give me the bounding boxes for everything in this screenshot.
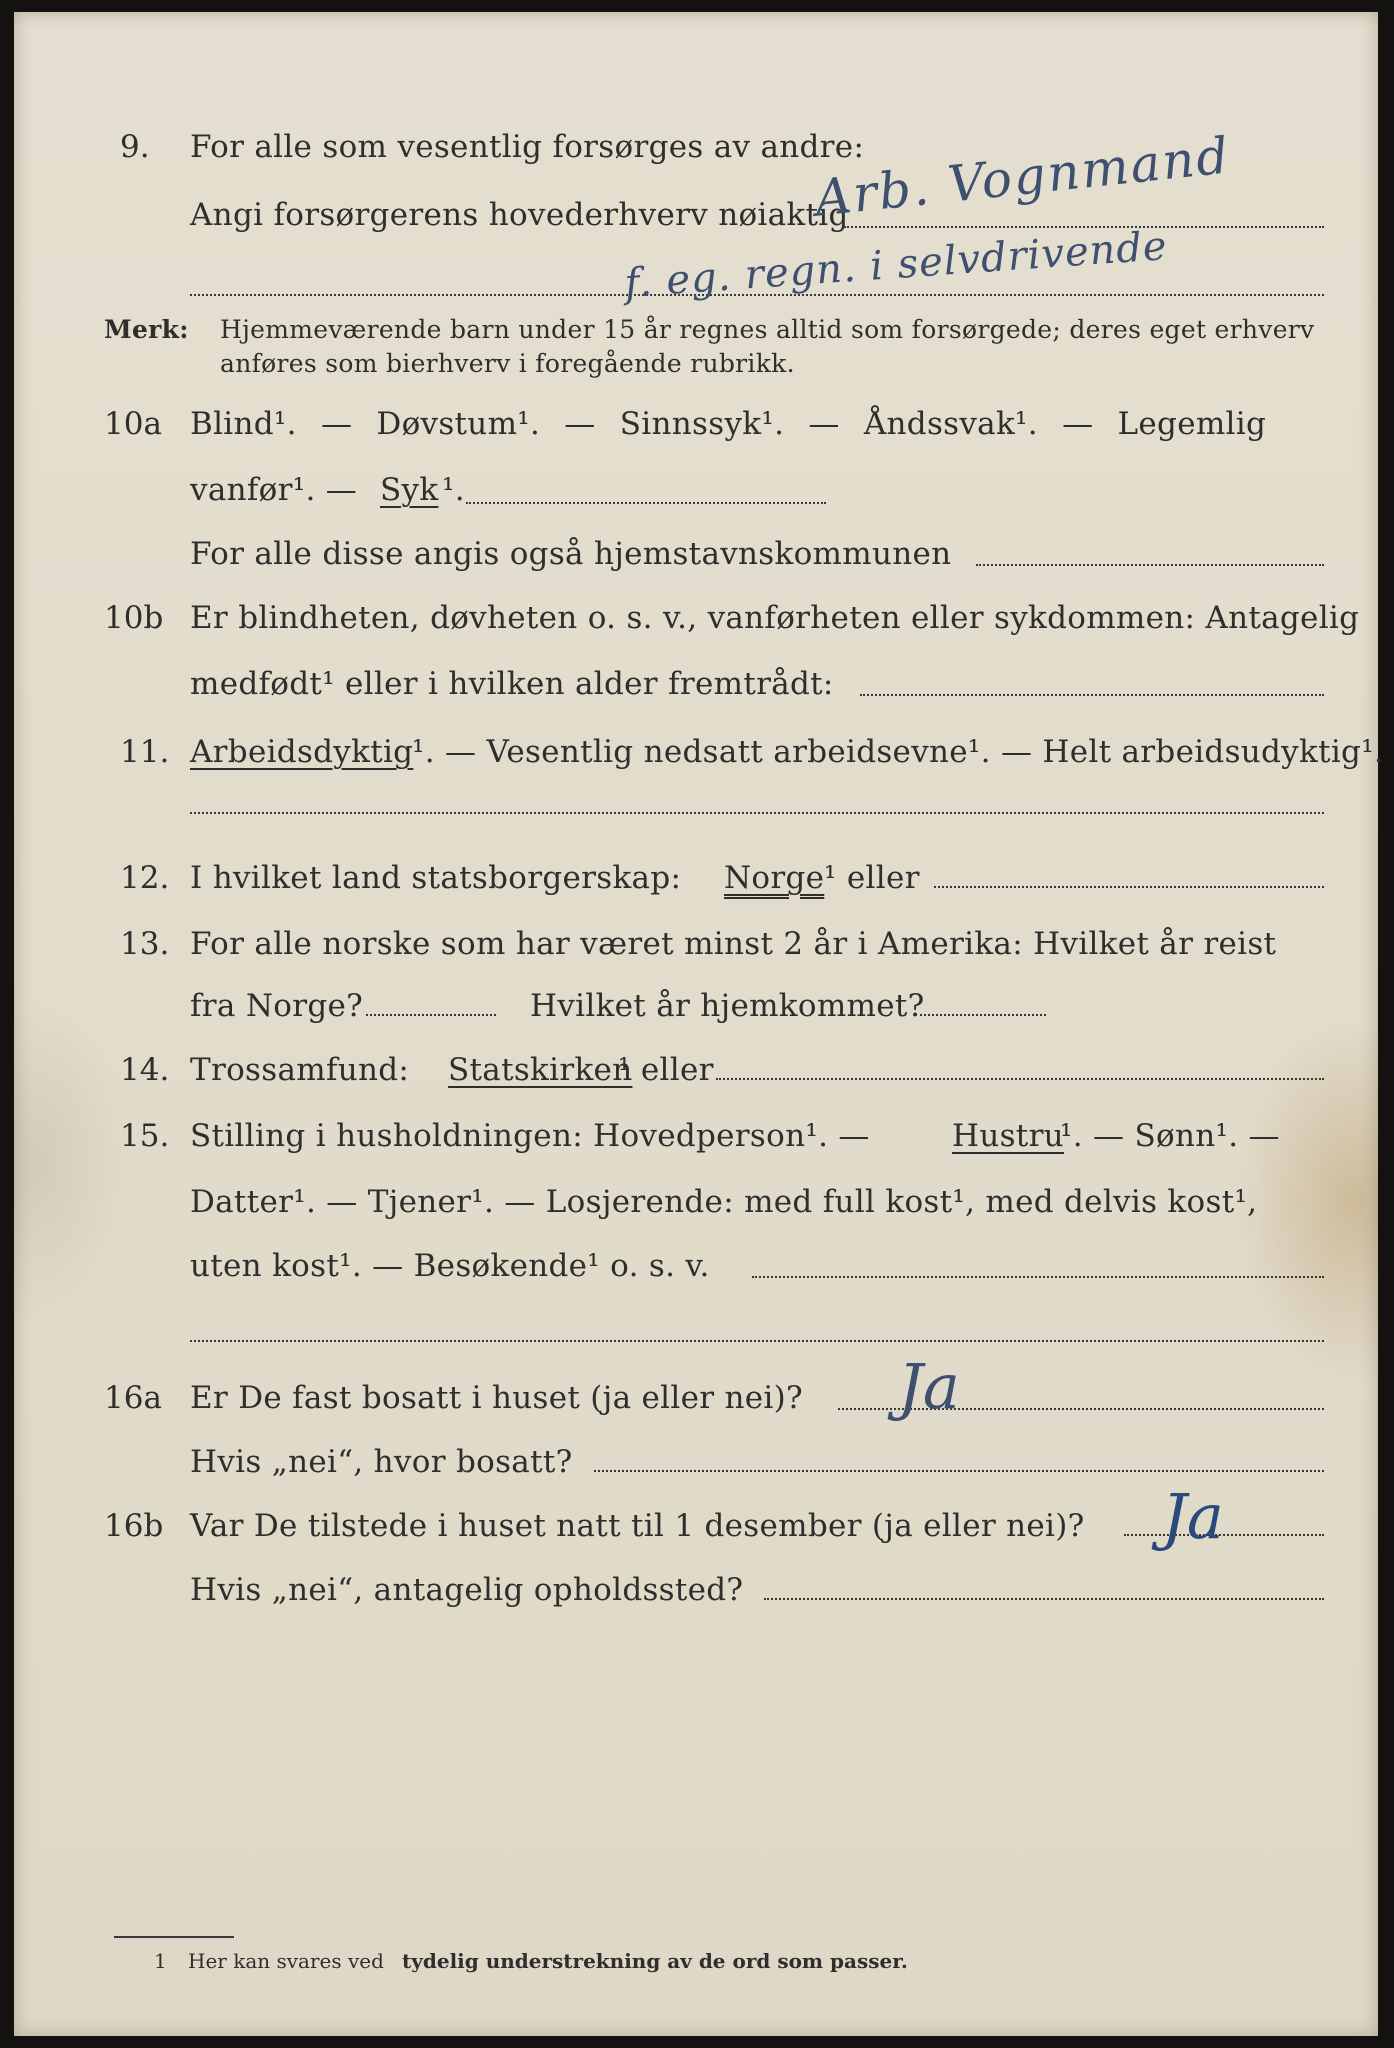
q16a-handwritten-answer: Ja [898, 1350, 960, 1423]
q13-line1: For alle norske som har været minst 2 år i Amerika: Hvilket år reist [190, 926, 1277, 962]
q15-number: 15. [120, 1118, 170, 1154]
q16b-line1: Var De tilstede i huset natt til 1 desember (ja eller nei)? [190, 1508, 1085, 1544]
footnote-text: Her kan svares ved [188, 1949, 384, 1973]
q15-answer-line2 [190, 1340, 1324, 1342]
q16b-handwritten-answer: Ja [1162, 1480, 1224, 1553]
q16b-opholdssted-answer-line [764, 1598, 1324, 1600]
q12-eller: ¹ eller [824, 860, 920, 896]
q9-line2: Angi forsørgerens hovederhverv nøiaktig [190, 197, 849, 233]
merk-line1: Hjemmeværende barn under 15 år regnes alltid som forsørgede; deres eget erhverv [220, 315, 1315, 344]
q12-norge-underlined: Norge [724, 860, 825, 896]
q11-answer-line [190, 812, 1324, 814]
q9-handwritten-answer1: Arb. Vognmand [812, 126, 1233, 228]
q15-line1-end: ¹. — Sønn¹. — [1060, 1118, 1280, 1154]
q10b-line1: Er blindheten, døvheten o. s. v., vanførheten eller sykdommen: Antagelig [190, 600, 1360, 636]
q13-hjemkommet-answer-line [920, 1014, 1046, 1016]
q15-hustru-underlined: Hustru [952, 1118, 1064, 1154]
q16b-line2: Hvis „nei“, antagelig opholdssted? [190, 1572, 744, 1608]
q15-answer-line1 [752, 1276, 1324, 1278]
census-form-page [14, 12, 1385, 2036]
q10b-answer-line [860, 694, 1324, 696]
q11-arbeidsdyktig-underlined: Arbeidsdyktig [190, 734, 414, 770]
q10a-line1: Blind¹. — Døvstum¹. — Sinnssyk¹. — Åndssvak¹. — Legemlig [190, 406, 1267, 442]
q12-answer-line [934, 886, 1324, 888]
q16a-line2: Hvis „nei“, hvor bosatt? [190, 1444, 573, 1480]
q13-number: 13. [120, 926, 170, 962]
q16b-number: 16b [104, 1508, 164, 1544]
q9-number: 9. [120, 129, 150, 165]
footnote-marker: 1 [154, 1949, 167, 1973]
q16b-answer-line [1124, 1534, 1324, 1536]
q10a-hjemstavn-line [976, 564, 1324, 566]
q10a-line2-start: vanfør¹. — [190, 472, 358, 508]
q14-label: Trossamfund: [190, 1052, 410, 1088]
q15-line2: Datter¹. — Tjener¹. — Losjerende: med full kost¹, med delvis kost¹, [190, 1184, 1258, 1220]
merk-label: Merk: [104, 315, 189, 344]
merk-line2: anføres som bierhverv i foregående rubrikk. [220, 349, 795, 378]
q10a-number: 10a [104, 406, 162, 442]
q11-number: 11. [120, 734, 170, 770]
q13-reist-answer-line [366, 1014, 496, 1016]
q10b-line2: medfødt¹ eller i hvilken alder fremtrådt: [190, 666, 834, 702]
q16a-number: 16a [104, 1380, 162, 1416]
q14-eller: ¹ eller [618, 1052, 714, 1088]
q10a-syk-underlined: Syk [380, 472, 439, 508]
q10a-answer-line [466, 502, 826, 504]
q16a-line1: Er De fast bosatt i huset (ja eller nei)? [190, 1380, 803, 1416]
footnote-emphasis: tydelig understrekning av de ord som passer. [402, 1949, 908, 1973]
q12-question: I hvilket land statsborgerskap: [190, 860, 682, 896]
q10a-line3: For alle disse angis også hjemstavnskommunen [190, 536, 952, 572]
q10b-number: 10b [104, 600, 164, 636]
q14-statskirken-underlined: Statskirken [448, 1052, 633, 1088]
q16a-bosatt-answer-line [594, 1470, 1324, 1472]
q9-handwritten-answer2: f. eg. regn. i selvdrivende [623, 223, 1169, 307]
q15-line3: uten kost¹. — Besøkende¹ o. s. v. [190, 1248, 710, 1284]
q14-answer-line [716, 1078, 1324, 1080]
q10a-line2-end: ¹. [442, 472, 465, 508]
q13-hjemkommet-label: Hvilket år hjemkommet? [530, 988, 925, 1024]
footnote-rule [114, 1936, 234, 1938]
q13-reist-label: fra Norge? [190, 988, 364, 1024]
q14-number: 14. [120, 1052, 170, 1088]
q12-number: 12. [120, 860, 170, 896]
q9-line1: For alle som vesentlig forsørges av andre: [190, 129, 865, 165]
q11-options: ¹. — Vesentlig nedsatt arbeidsevne¹. — Helt arbeidsudyktig¹. [412, 734, 1385, 770]
q15-line1-start: Stilling i husholdningen: Hovedperson¹. — [190, 1118, 870, 1154]
